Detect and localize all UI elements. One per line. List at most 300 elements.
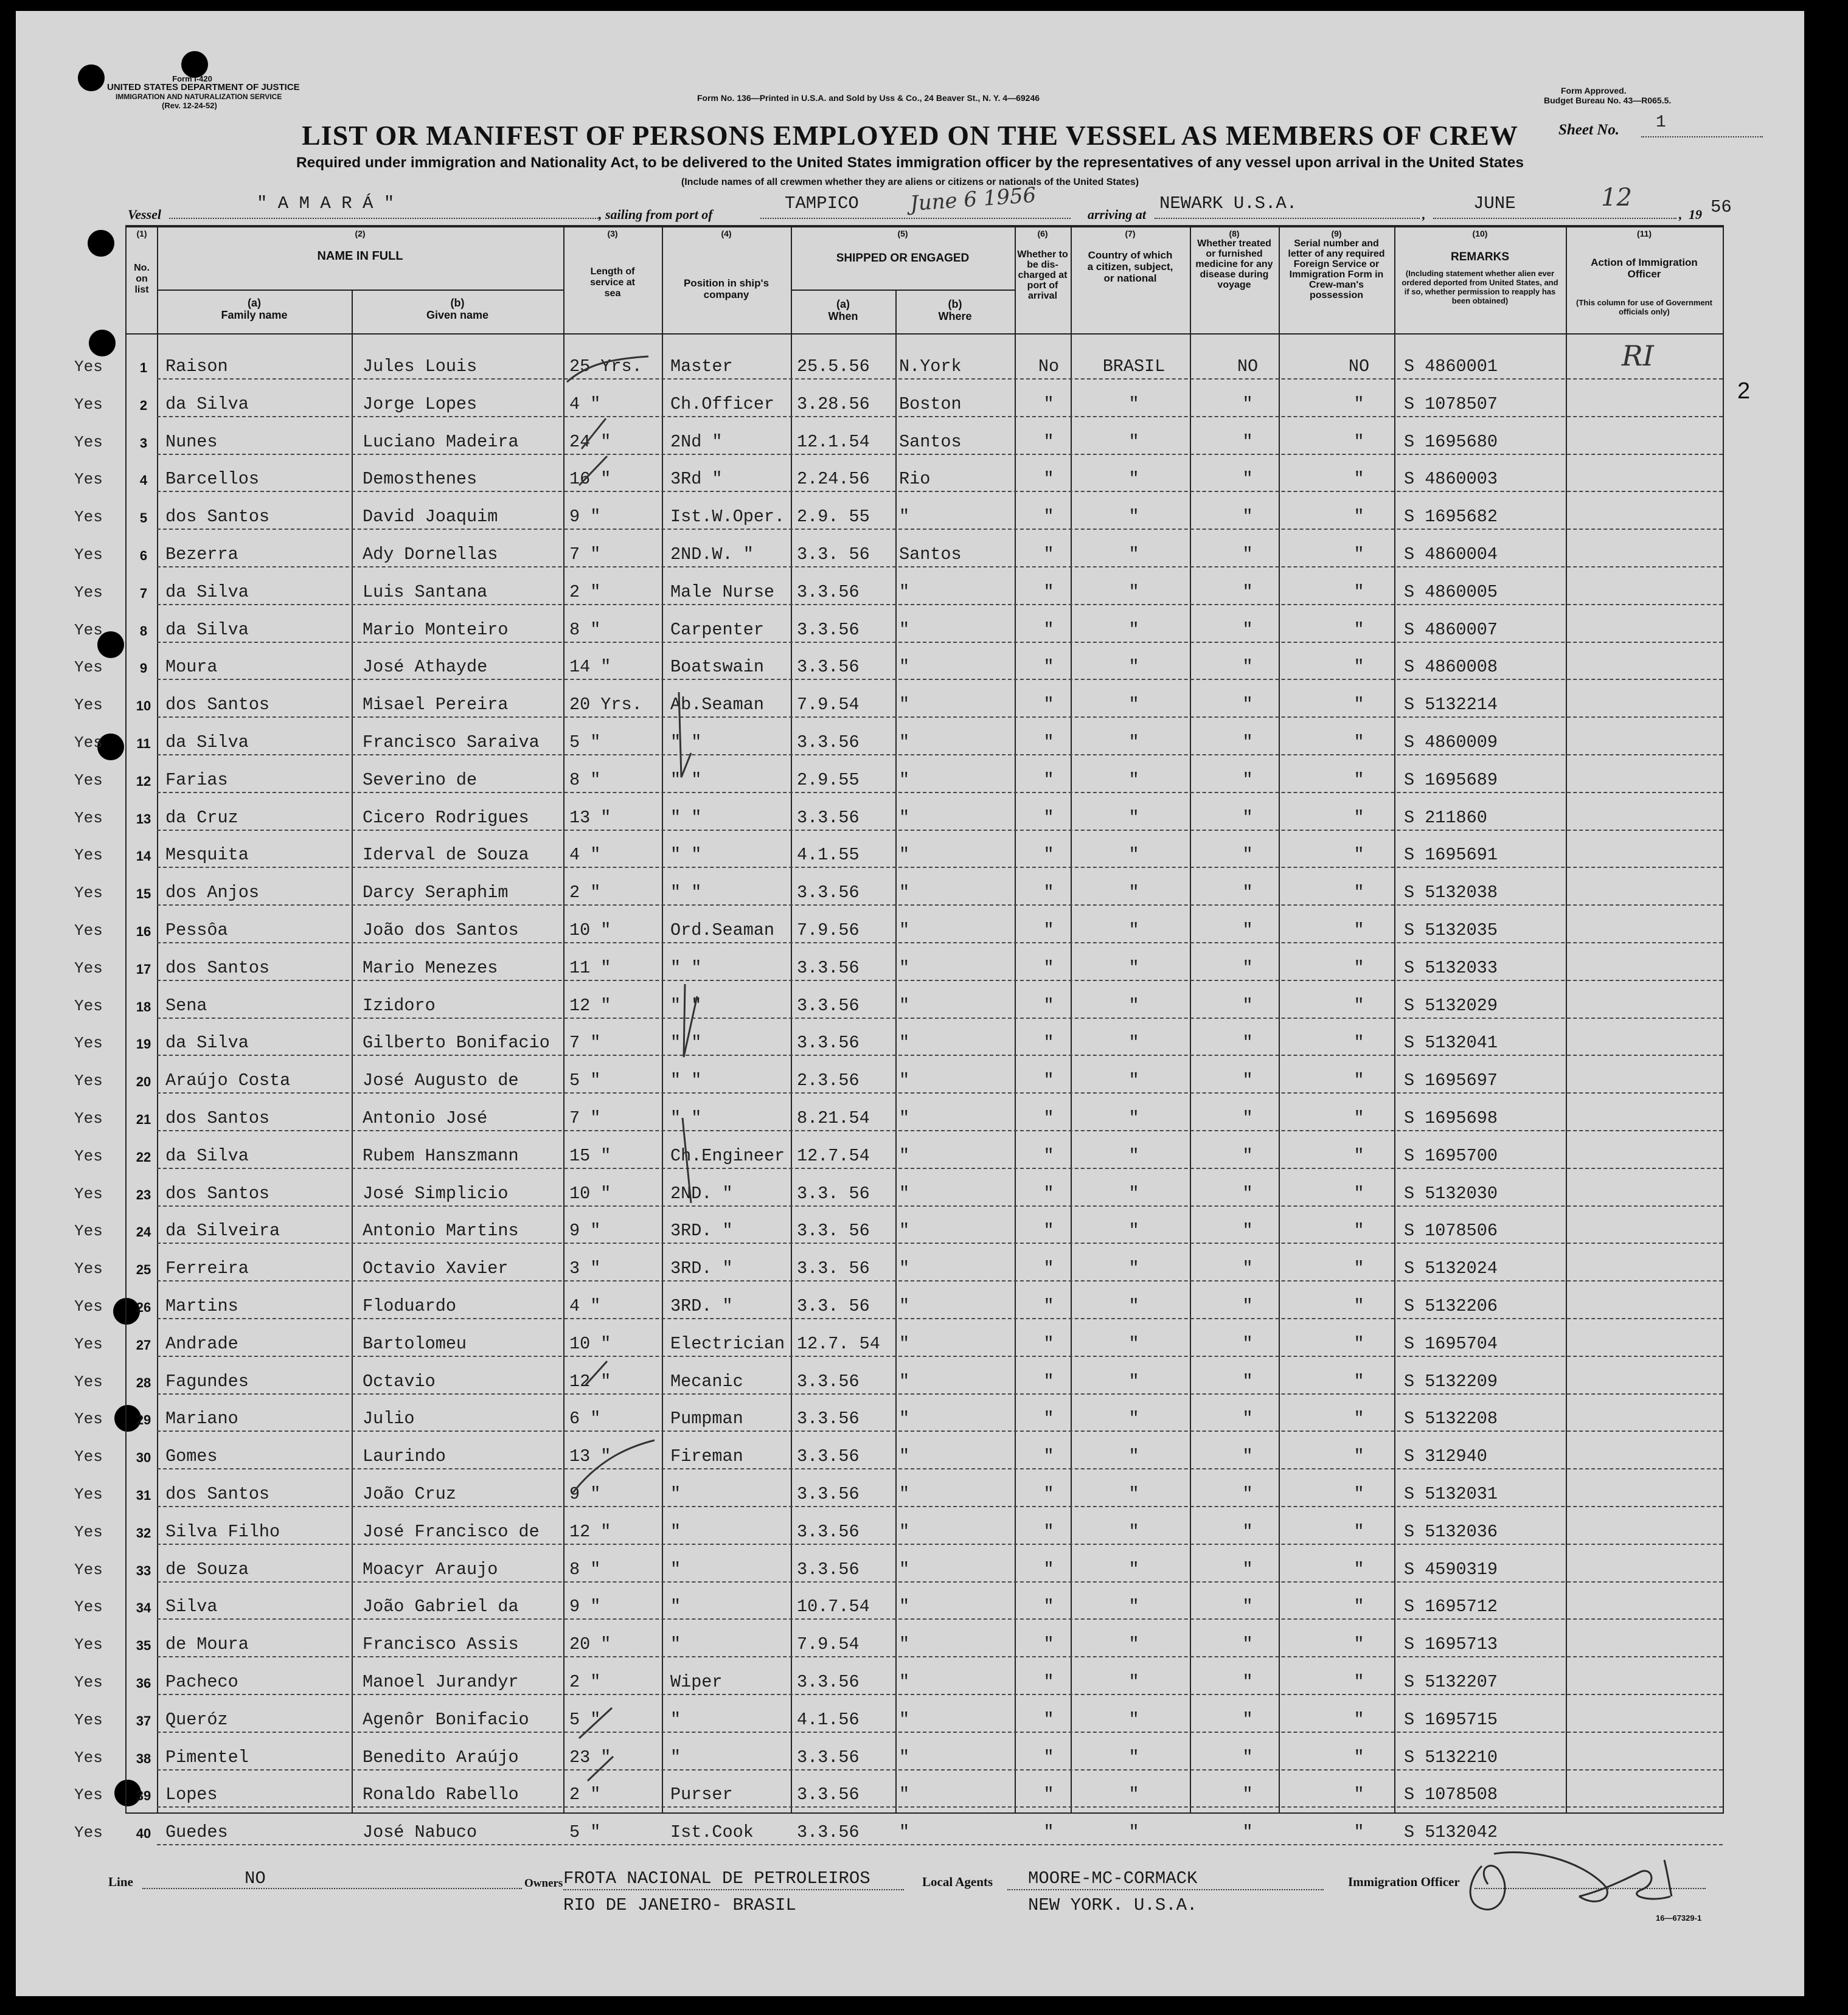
cell-serial: ": [1353, 1258, 1364, 1278]
cell-position: ": [670, 1484, 681, 1504]
cell-family: da Silva: [165, 582, 249, 602]
cell-serial: ": [1353, 1184, 1364, 1204]
officer-signature: [1457, 1842, 1689, 1921]
row-rule: [157, 1618, 1723, 1620]
cell-when: 8.21.54: [797, 1108, 870, 1128]
form-code: 16—67329-1: [1656, 1913, 1702, 1923]
row-number: 16: [136, 924, 151, 939]
cell-remarks: S 5132208: [1404, 1409, 1498, 1429]
row-number: 32: [136, 1525, 151, 1541]
cell-family: Fagundes: [165, 1372, 249, 1392]
cell-service: 5 ": [569, 732, 601, 752]
row-rule: [157, 942, 1723, 943]
cell-remarks: S 5132029: [1404, 996, 1498, 1016]
row-number: 8: [139, 623, 148, 639]
cell-treated: ": [1242, 582, 1253, 602]
col-header-serial: Serial number and letter of any required Foreign Service or Immigration Form in Crew-man's possession: [1288, 238, 1385, 300]
cell-treated: ": [1242, 1710, 1253, 1730]
cell-given: João Gabriel da: [363, 1597, 519, 1617]
cell-position: Male Nurse: [670, 582, 775, 602]
cell-discharged: ": [1043, 1184, 1054, 1204]
cell-discharged: ": [1043, 770, 1054, 790]
row-number: 26: [136, 1300, 151, 1315]
col-header-no: No. on list: [134, 263, 150, 295]
col-header-position: Position in ship's company: [683, 277, 769, 300]
cell-service: 12 ": [569, 1372, 611, 1392]
cell-where: ": [899, 808, 910, 828]
cell-country: ": [1128, 695, 1139, 715]
cell-position: " ": [670, 883, 702, 903]
row-mark: Yes: [74, 1260, 103, 1278]
cell-serial: ": [1353, 920, 1364, 940]
cell-treated: ": [1242, 432, 1253, 452]
form-id: Form I-420: [172, 74, 212, 83]
row-rule: [157, 1168, 1723, 1169]
row-number: 14: [136, 848, 151, 864]
cell-discharged: ": [1043, 1070, 1054, 1091]
cell-treated: ": [1242, 1634, 1253, 1654]
row-rule: [157, 679, 1723, 680]
cell-service: 7 ": [569, 544, 601, 564]
cell-serial: ": [1353, 582, 1364, 602]
cell-remarks: S 5132031: [1404, 1484, 1498, 1504]
cell-discharged: ": [1043, 1258, 1054, 1278]
row-rule: [157, 980, 1723, 981]
cell-when: 7.9.54: [797, 695, 860, 715]
cell-service: 7 ": [569, 1033, 601, 1053]
cell-country: ": [1128, 1559, 1139, 1580]
cell-when: 3.3.56: [797, 657, 860, 677]
cell-serial: ": [1353, 1221, 1364, 1241]
cell-treated: ": [1242, 657, 1253, 677]
cell-given: Mario Monteiro: [363, 620, 509, 640]
cell-service: 4 ": [569, 1296, 601, 1316]
cell-discharged: ": [1043, 507, 1054, 527]
cell-service: 16 ": [569, 469, 611, 489]
cell-serial: ": [1353, 883, 1364, 903]
row-rule: [157, 1393, 1723, 1395]
row-number: 7: [139, 586, 148, 601]
row-mark: Yes: [74, 1448, 103, 1466]
cell-country: ": [1128, 808, 1139, 828]
cell-discharged: ": [1043, 1108, 1054, 1128]
cell-family: de Souza: [165, 1559, 249, 1580]
cell-given: João Cruz: [363, 1484, 456, 1504]
row-rule: [157, 378, 1723, 380]
cell-given: José Simplicio: [363, 1184, 509, 1204]
cell-country: ": [1128, 394, 1139, 414]
cell-remarks: S 1078506: [1404, 1221, 1498, 1241]
row-number: 19: [136, 1036, 151, 1052]
cell-where: ": [899, 1710, 910, 1730]
col-header-when: (a) When: [828, 298, 858, 322]
cell-where: ": [899, 1108, 910, 1128]
cell-position: 2Nd ": [670, 432, 723, 452]
row-number: 6: [139, 548, 148, 563]
margin-number: 2: [1737, 378, 1751, 404]
cell-treated: ": [1242, 1184, 1253, 1204]
cell-service: 11 ": [569, 958, 611, 978]
cell-where: ": [899, 1522, 910, 1542]
cell-service: 2 ": [569, 883, 601, 903]
cell-treated: ": [1242, 1258, 1253, 1278]
cell-treated: ": [1242, 1522, 1253, 1542]
cell-remarks: S 4860005: [1404, 582, 1498, 602]
cell-position: Boatswain: [670, 657, 764, 677]
cell-where: ": [899, 582, 910, 602]
row-mark: Yes: [74, 1410, 103, 1428]
port-from: TAMPICO: [785, 193, 859, 213]
cell-when: 3.3.56: [797, 996, 860, 1016]
cell-remarks: S 4860007: [1404, 620, 1498, 640]
cell-position: Fireman: [670, 1446, 743, 1466]
cell-remarks: S 5132042: [1404, 1822, 1498, 1842]
cell-country: ": [1128, 1747, 1139, 1767]
cell-where: Rio: [899, 469, 931, 489]
cell-discharged: ": [1043, 695, 1054, 715]
cell-when: 12.7. 54: [797, 1334, 880, 1354]
cell-position: " ": [670, 808, 702, 828]
row-mark: Yes: [74, 1147, 103, 1165]
row-mark: Yes: [74, 1297, 103, 1316]
cell-country: ": [1128, 1146, 1139, 1166]
row-rule: [157, 792, 1723, 793]
cell-family: dos Santos: [165, 507, 270, 527]
row-mark: Yes: [74, 1523, 103, 1541]
row-rule: [157, 1806, 1723, 1808]
cell-when: 3.3. 56: [797, 1296, 870, 1316]
cell-serial: ": [1353, 996, 1364, 1016]
department-name: UNITED STATES DEPARTMENT OF JUSTICE: [107, 82, 300, 92]
cell-remarks: S 1695700: [1404, 1146, 1498, 1166]
cell-when: 3.3.56: [797, 1484, 860, 1504]
row-number: 35: [136, 1638, 151, 1653]
row-number: 39: [136, 1788, 151, 1803]
cell-treated: ": [1242, 845, 1253, 865]
vessel-name: " A M A R Á ": [257, 193, 395, 213]
cell-remarks: S 4590319: [1404, 1559, 1498, 1580]
cell-family: Sena: [165, 996, 207, 1016]
cell-country: ": [1128, 507, 1139, 527]
cell-country: ": [1128, 845, 1139, 865]
cell-where: ": [899, 1146, 910, 1166]
row-rule: [157, 1018, 1723, 1019]
row-mark: Yes: [74, 1786, 103, 1804]
cell-where: ": [899, 1559, 910, 1580]
cell-remarks: S 5132033: [1404, 958, 1498, 978]
row-rule: [157, 1581, 1723, 1583]
line-value: NO: [245, 1868, 266, 1888]
cell-serial: ": [1353, 1033, 1364, 1053]
cell-when: 3.3.56: [797, 1822, 860, 1842]
cell-serial: NO: [1348, 356, 1370, 376]
cell-position: Wiper: [670, 1672, 723, 1692]
cell-family: Mariano: [165, 1409, 238, 1429]
cell-given: Benedito Araújo: [363, 1747, 519, 1767]
handwritten-date: June 6 1956: [909, 182, 1037, 217]
cell-family: Pessôa: [165, 920, 228, 940]
cell-position: " ": [670, 996, 702, 1016]
cell-position: Ch.Engineer: [670, 1146, 785, 1166]
agents-label: Local Agents: [922, 1875, 993, 1889]
cell-position: ": [670, 1710, 681, 1730]
cell-where: ": [899, 1747, 910, 1767]
cell-family: Nunes: [165, 432, 218, 452]
cell-country: ": [1128, 1258, 1139, 1278]
cell-discharged: ": [1043, 1484, 1054, 1504]
cell-treated: ": [1242, 808, 1253, 828]
cell-remarks: S 4860004: [1404, 544, 1498, 564]
cell-discharged: ": [1043, 1522, 1054, 1542]
row-rule: [157, 904, 1723, 906]
cell-position: Electrician: [670, 1334, 785, 1354]
cell-family: Araújo Costa: [165, 1070, 291, 1091]
cell-when: 3.3. 56: [797, 1221, 870, 1241]
cell-discharged: ": [1043, 1146, 1054, 1166]
cell-discharged: ": [1043, 732, 1054, 752]
row-rule: [157, 642, 1723, 643]
cell-where: ": [899, 1070, 910, 1091]
row-mark: Yes: [74, 1598, 103, 1616]
owners-label: Owners: [524, 1877, 563, 1890]
cell-service: 20 Yrs.: [569, 695, 642, 715]
cell-where: N.York: [899, 356, 962, 376]
sailing-label: , sailing from port of: [599, 207, 713, 222]
row-mark: Yes: [74, 771, 103, 789]
sheet-no-label: Sheet No.: [1558, 122, 1619, 138]
cell-given: Octavio Xavier: [363, 1258, 509, 1278]
cell-when: 3.3.56: [797, 582, 860, 602]
row-rule: [157, 1205, 1723, 1207]
cell-service: 4 ": [569, 845, 601, 865]
cell-remarks: S 1695697: [1404, 1070, 1498, 1091]
cell-country: ": [1128, 1672, 1139, 1692]
row-mark: Yes: [74, 696, 103, 714]
cell-serial: ": [1353, 1672, 1364, 1692]
row-number: 36: [136, 1676, 151, 1691]
cell-service: 2 ": [569, 582, 601, 602]
row-number: 24: [136, 1224, 151, 1240]
cell-remarks: S 211860: [1404, 808, 1487, 828]
cell-service: 3 ": [569, 1258, 601, 1278]
year-prefix: 19: [1689, 207, 1702, 222]
cell-country: ": [1128, 582, 1139, 602]
cell-given: Luis Santana: [363, 582, 488, 602]
cell-serial: ": [1353, 958, 1364, 978]
cell-when: 3.28.56: [797, 394, 870, 414]
row-mark: Yes: [74, 1711, 103, 1729]
cell-country: ": [1128, 1822, 1139, 1842]
line-label: Line: [108, 1875, 133, 1889]
cell-serial: ": [1353, 1747, 1364, 1767]
cell-discharged: ": [1043, 1409, 1054, 1429]
cell-serial: ": [1353, 1522, 1364, 1542]
cell-service: 9 ": [569, 1484, 601, 1504]
row-rule: [157, 1356, 1723, 1357]
cell-remarks: S 312940: [1404, 1446, 1487, 1466]
row-rule: [157, 1544, 1723, 1545]
row-mark: Yes: [74, 395, 103, 414]
cell-where: ": [899, 958, 910, 978]
row-rule: [157, 1092, 1723, 1094]
cell-service: 14 ": [569, 657, 611, 677]
arrival-day: 12: [1601, 184, 1632, 212]
cell-when: 3.3.56: [797, 1747, 860, 1767]
cell-country: ": [1128, 770, 1139, 790]
cell-family: da Silva: [165, 732, 249, 752]
cell-service: 8 ": [569, 1559, 601, 1580]
cell-position: " ": [670, 958, 702, 978]
cell-when: 3.3.56: [797, 620, 860, 640]
cell-discharged: ": [1043, 469, 1054, 489]
cell-where: ": [899, 1822, 910, 1842]
cell-given: Demosthenes: [363, 469, 478, 489]
cell-position: Pumpman: [670, 1409, 743, 1429]
cell-discharged: ": [1043, 996, 1054, 1016]
row-mark: Yes: [74, 546, 103, 564]
cell-where: Santos: [899, 544, 962, 564]
cell-when: 7.9.56: [797, 920, 860, 940]
cell-service: 12 ": [569, 1522, 611, 1542]
cell-service: 10 ": [569, 1184, 611, 1204]
cell-discharged: ": [1043, 544, 1054, 564]
cell-country: ": [1128, 1710, 1139, 1730]
cell-country: ": [1128, 1296, 1139, 1316]
cell-when: 2.9. 55: [797, 507, 870, 527]
cell-family: Raison: [165, 356, 228, 376]
cell-discharged: ": [1043, 808, 1054, 828]
cell-serial: ": [1353, 1146, 1364, 1166]
cell-treated: ": [1242, 1446, 1253, 1466]
row-mark: Yes: [74, 1072, 103, 1090]
row-mark: Yes: [74, 621, 103, 639]
cell-country: ": [1128, 920, 1139, 940]
cell-given: Francisco Assis: [363, 1634, 519, 1654]
col-header-where: (b) Where: [938, 298, 972, 322]
cell-when: 3.3.56: [797, 1372, 860, 1392]
cell-serial: ": [1353, 544, 1364, 564]
row-rule: [157, 1280, 1723, 1281]
cell-when: 3.3.56: [797, 1784, 860, 1805]
cell-serial: ": [1353, 620, 1364, 640]
cell-when: 3.3.56: [797, 1522, 860, 1542]
row-rule: [157, 1468, 1723, 1469]
cell-country: ": [1128, 469, 1139, 489]
cell-treated: ": [1242, 1484, 1253, 1504]
cell-position: " ": [670, 732, 702, 752]
cell-given: José Augusto de: [363, 1070, 519, 1091]
cell-position: 3RD. ": [670, 1258, 733, 1278]
cell-serial: ": [1353, 1409, 1364, 1429]
cell-given: Antonio Martins: [363, 1221, 519, 1241]
cell-discharged: ": [1043, 1747, 1054, 1767]
cell-country: ": [1128, 883, 1139, 903]
cell-discharged: ": [1043, 1634, 1054, 1654]
cell-where: ": [899, 1409, 910, 1429]
cell-position: 3Rd ": [670, 469, 723, 489]
cell-when: 12.7.54: [797, 1146, 870, 1166]
vessel-label: Vessel: [128, 207, 161, 222]
cell-treated: ": [1242, 1409, 1253, 1429]
cell-when: 3.3.56: [797, 808, 860, 828]
col-header-service: Length of service at sea: [590, 266, 635, 299]
cell-serial: ": [1353, 845, 1364, 865]
col-header-family: (a) Family name: [221, 297, 288, 321]
cell-service: 23 ": [569, 1747, 611, 1767]
agents-name: MOORE-MC-CORMACK: [1028, 1868, 1198, 1888]
cell-remarks: S 1078508: [1404, 1784, 1498, 1805]
punch-hole: [78, 64, 105, 91]
cell-position: 3RD. ": [670, 1296, 733, 1316]
cell-serial: ": [1353, 695, 1364, 715]
cell-given: Severino de: [363, 770, 478, 790]
row-number: 18: [136, 999, 151, 1014]
row-rule: [157, 1506, 1723, 1507]
row-rule: [157, 529, 1723, 530]
cell-country: ": [1128, 432, 1139, 452]
cell-family: dos Anjos: [165, 883, 259, 903]
cell-treated: ": [1242, 1672, 1253, 1692]
cell-country: ": [1128, 1409, 1139, 1429]
cell-when: 3.3. 56: [797, 544, 870, 564]
cell-serial: ": [1353, 432, 1364, 452]
row-mark: Yes: [74, 959, 103, 977]
cell-family: Pacheco: [165, 1672, 238, 1692]
cell-country: ": [1128, 1108, 1139, 1128]
cell-position: ": [670, 1597, 681, 1617]
row-mark: Yes: [74, 1034, 103, 1052]
cell-remarks: S 1695712: [1404, 1597, 1498, 1617]
cell-where: ": [899, 732, 910, 752]
row-rule: [157, 1243, 1723, 1244]
cell-given: Jorge Lopes: [363, 394, 478, 414]
cell-given: Cicero Rodrigues: [363, 808, 529, 828]
row-number: 37: [136, 1713, 151, 1729]
cell-when: 2.24.56: [797, 469, 870, 489]
cell-treated: ": [1242, 620, 1253, 640]
cell-discharged: ": [1043, 920, 1054, 940]
cell-remarks: S 1695704: [1404, 1334, 1498, 1354]
row-rule: [157, 566, 1723, 567]
cell-service: 5 ": [569, 1710, 601, 1730]
row-rule: [157, 1318, 1723, 1319]
cell-family: Martins: [165, 1296, 238, 1316]
cell-service: 5 ": [569, 1070, 601, 1091]
row-rule: [157, 1055, 1723, 1056]
cell-service: 9 ": [569, 507, 601, 527]
cell-treated: ": [1242, 1146, 1253, 1166]
row-number: 17: [136, 962, 151, 977]
cell-treated: ": [1242, 1108, 1253, 1128]
cell-serial: ": [1353, 1070, 1364, 1091]
cell-position: " ": [670, 1108, 702, 1128]
cell-given: Floduardo: [363, 1296, 456, 1316]
cell-given: Jules Louis: [363, 356, 478, 376]
col-header-action: Action of Immigration Officer: [1591, 257, 1698, 280]
cell-remarks: S 1078507: [1404, 394, 1498, 414]
cell-service: 10 ": [569, 1334, 611, 1354]
cell-where: ": [899, 1484, 910, 1504]
row-mark: Yes: [74, 809, 103, 827]
cell-serial: ": [1353, 1784, 1364, 1805]
cell-family: Ferreira: [165, 1258, 249, 1278]
row-number: 9: [139, 661, 148, 676]
row-mark: Yes: [74, 470, 103, 488]
cell-discharged: ": [1043, 1710, 1054, 1730]
cell-where: ": [899, 1334, 910, 1354]
cell-family: da Silva: [165, 1033, 249, 1053]
cell-family: Queróz: [165, 1710, 228, 1730]
